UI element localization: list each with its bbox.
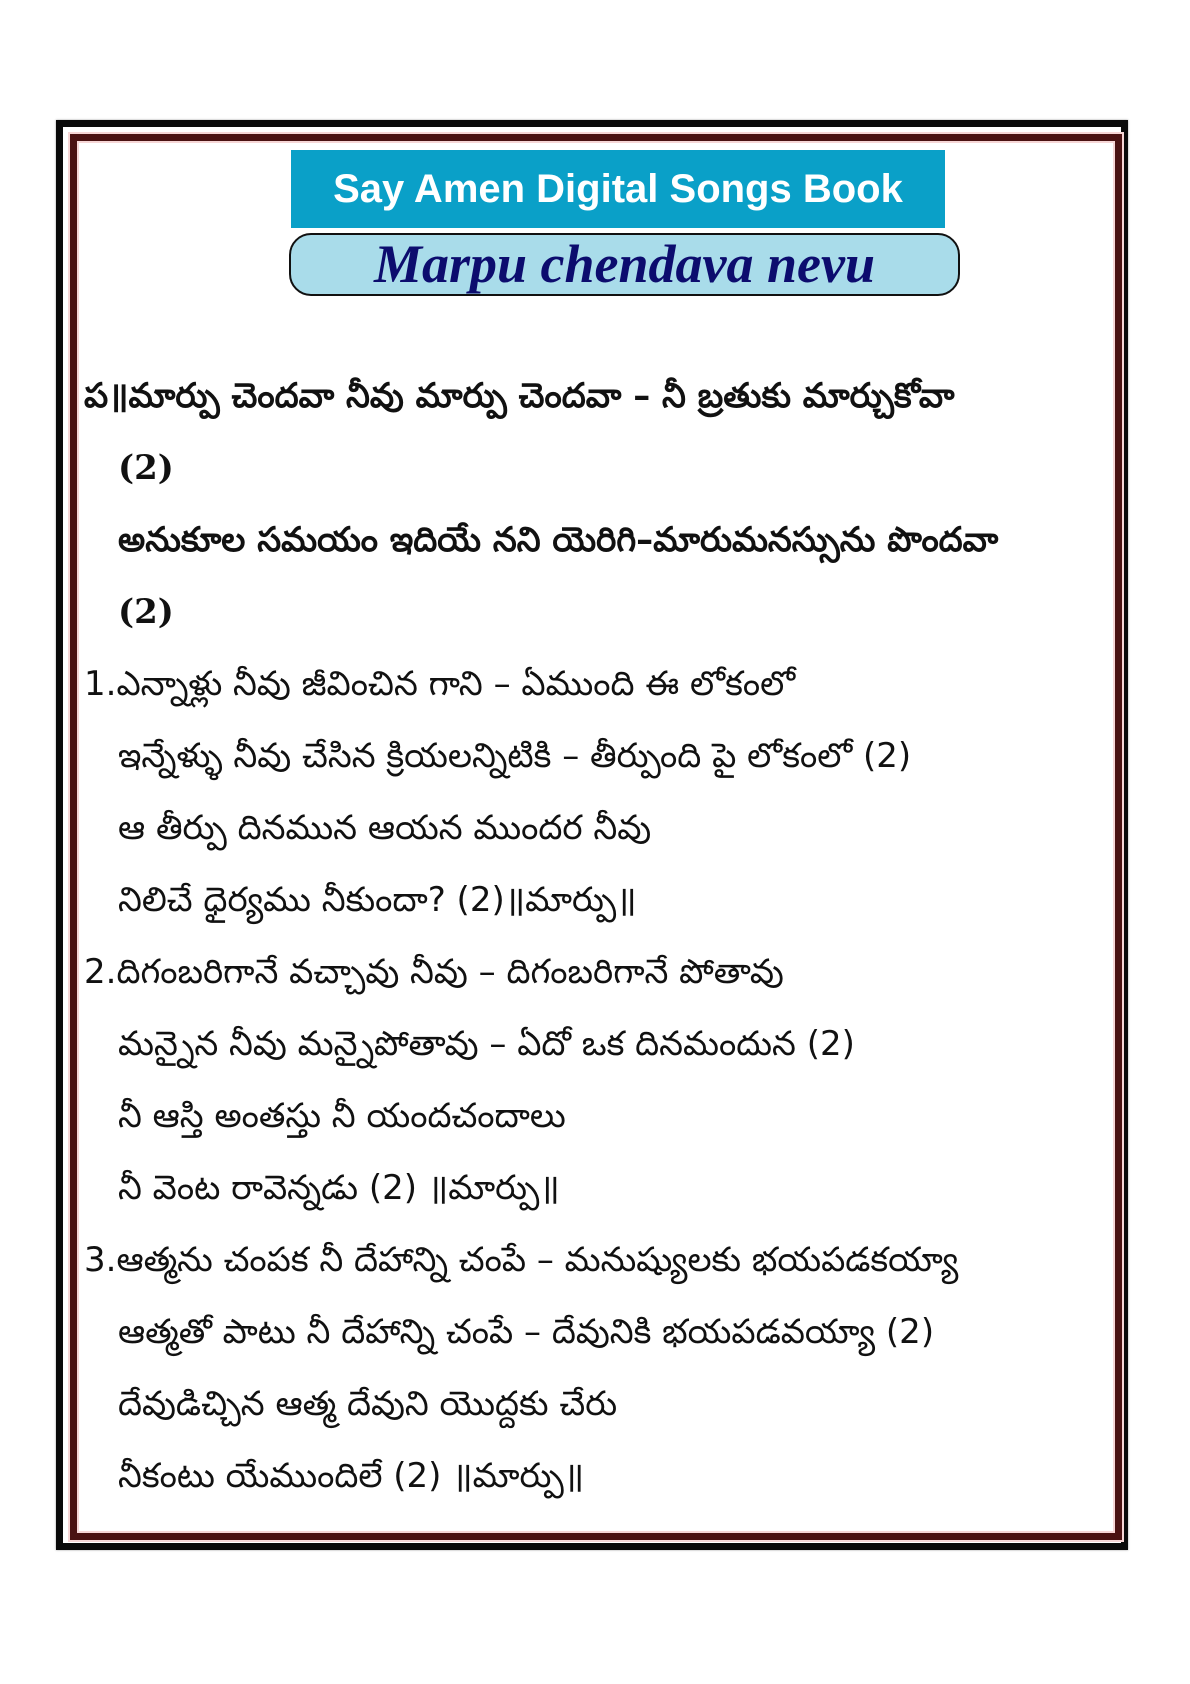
verse-1-line-2: ఇన్నేళ్ళు నీవు చేసిన క్రియలన్నిటికి – తీర్పుంది పై లోకంలో (2)	[118, 736, 912, 776]
verse-2-line-1: 2.దిగంబరిగానే వచ్చావు నీవు – దిగంబరిగానే పోతావు	[84, 952, 784, 992]
verse-3-line-3: దేవుడిచ్చిన ఆత్మ దేవుని యొద్దకు చేరు	[118, 1384, 618, 1424]
verse-2-line-2: మన్నైన నీవు మన్నైపోతావు – ఏదో ఒక దినమందున (2)	[118, 1024, 855, 1064]
pallavi-repeat-1: (2)	[118, 448, 174, 488]
songbook-banner: Say Amen Digital Songs Book	[291, 150, 945, 228]
verse-1-line-3: ఆ తీర్పు దినమున ఆయన ముందర నీవు	[118, 808, 652, 848]
pallavi-repeat-2: (2)	[118, 592, 174, 632]
verse-3	[84, 1224, 1114, 1512]
verse-2-line-4: నీ వెంట రావెన్నడు (2) ॥మార్పు॥	[118, 1168, 560, 1208]
verse-1	[84, 648, 1114, 936]
lyrics-body	[84, 360, 1114, 1512]
verse-1-line-1: 1.ఎన్నాళ్లు నీవు జీవించిన గాని – ఏముంది ఈ లోకంలో	[84, 664, 796, 704]
verse-3-line-1: 3.ఆత్మను చంపక నీ దేహాన్ని చంపే – మనుష్యులకు భయపడకయ్యా	[84, 1240, 959, 1280]
verse-1-line-4: నిలిచే ధైర్యము నీకుందా? (2)॥మార్పు॥	[118, 880, 637, 920]
verse-2	[84, 936, 1114, 1224]
verse-2-line-3: నీ ఆస్తి అంతస్తు నీ యందచందాలు	[118, 1096, 566, 1136]
pallavi-line-1: ప॥మార్పు చెందవా నీవు మార్పు చెందవా – నీ బ్రతుకు మార్చుకోవా	[84, 376, 955, 416]
song-title: Marpu chendava nevu	[289, 233, 960, 296]
pallavi-line-2: అనుకూల సమయం ఇదియే నని యెరిగి–మారుమనస్సును పొందవా	[118, 520, 999, 560]
pallavi-section	[84, 360, 1114, 648]
verse-3-line-4: నీకంటు యేముందిలే (2) ॥మార్పు॥	[118, 1456, 585, 1496]
verse-3-line-2: ఆత్మతో పాటు నీ దేహాన్ని చంపే – దేవునికి భయపడవయ్యా (2)	[118, 1312, 935, 1352]
